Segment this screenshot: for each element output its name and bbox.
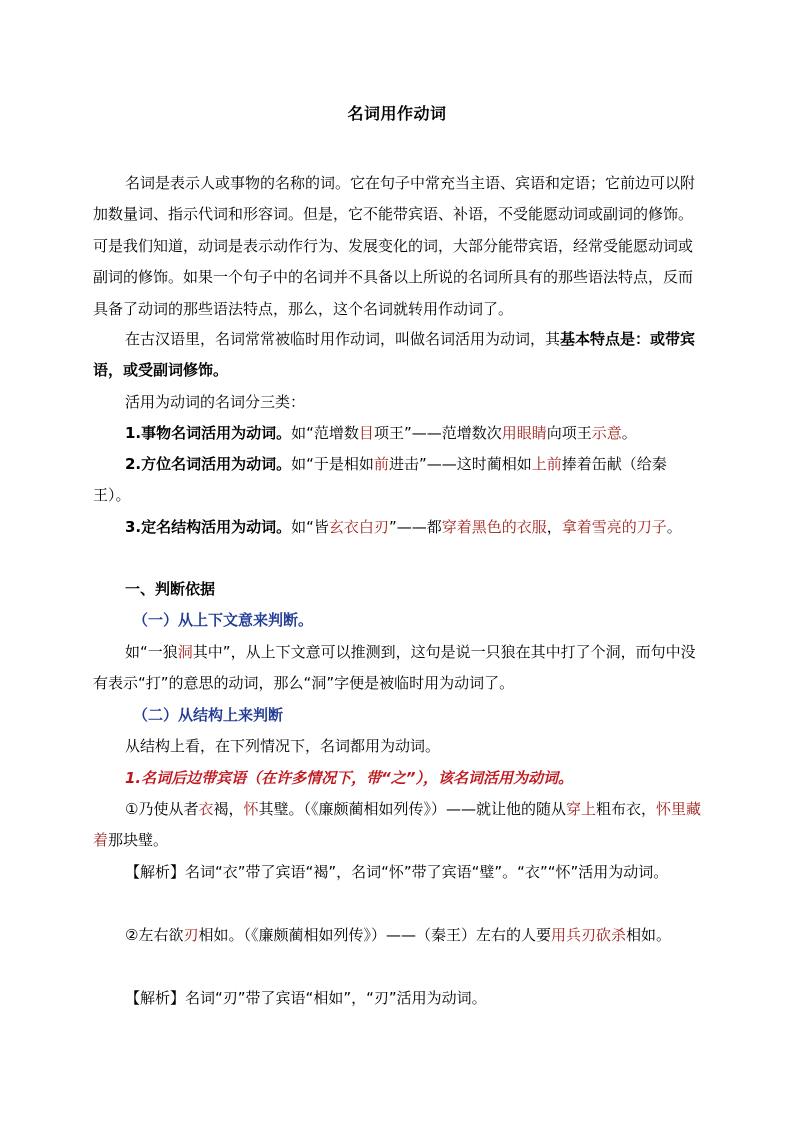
category-3: 3.定名结构活用为动词。如“皆玄衣白刃”——都穿着黑色的衣服，拿着雪亮的刀子。 <box>125 518 682 536</box>
category-1: 1.事物名词活用为动词。如“范增数目项王”——范增数次用眼睛向项王示意。 <box>125 424 637 442</box>
context-paragraph: 如“一狼洞其中”，从上下文意可以推测到，这句是说一只狼在其中打了个洞，而句中没有表示“打”的意思的动词，那么“洞”字便是被临时用为动词了。 <box>93 643 696 693</box>
key-feature: 基本特点是：或带宾语，或受副词修饰。 <box>93 330 696 380</box>
subsection-heading-structure: （二）从结构上来判断 <box>133 706 284 724</box>
example-2: ②左右欲刃相如。（《廉颇蔺相如列传》）——（秦王）左右的人要用兵刃砍杀相如。 <box>125 926 672 944</box>
structure-paragraph: 从结构上看，在下列情况下，名词都用为动词。 <box>125 737 441 755</box>
subsection-heading-context: （一）从上下文意来判断。 <box>133 611 314 629</box>
example-1: ①乃使从者衣褐，怀其璧。（《廉颇蔺相如列传》）——就让他的随从穿上粗布衣，怀里藏着那块璧。 <box>93 800 702 850</box>
paragraph-feature: 在古汉语里，名词常常被临时用作动词，叫做名词活用为动词，其基本特点是：或带宾语，或受副词修饰。 <box>93 330 696 380</box>
analysis-1: 【解析】名词“衣”带了宾语“褐”，名词“怀”带了宾语“璧”。“衣”“怀”活用为动词。 <box>125 863 669 881</box>
rule-1: 1.名词后边带宾语（在许多情况下，带“之”），该名词活用为动词。 <box>125 769 573 787</box>
intro-paragraph: 名词是表示人或事物的名称的词。它在句子中常充当主语、宾语和定语；它前边可以附加数量词、指示代词和形容词。但是，它不能带宾语、补语，不受能愿动词或副词的修饰。可是我们知道，动词是表示动作行为、发展变化的词，大部分能带宾语，经常受能愿动词或副词的修饰。如果一个句子中的名词并不具备以上所说的名词所具有的那些语法特点，反而具备了动词的那些语法特点，那么，这个名词就转用作动词了。 <box>93 174 696 318</box>
section-heading: 一、判断依据 <box>125 580 216 598</box>
page-title: 名词用作动词 <box>347 104 447 123</box>
category-2: 2.方位名词活用为动词。如“于是相如前进击”——这时蔺相如上前捧着缶献（给秦王）。 <box>93 455 667 505</box>
analysis-2: 【解析】名词“刃”带了宾语“相如”，“刃”活用为动词。 <box>125 989 487 1007</box>
category-intro: 活用为动词的名词分三类： <box>125 393 306 411</box>
